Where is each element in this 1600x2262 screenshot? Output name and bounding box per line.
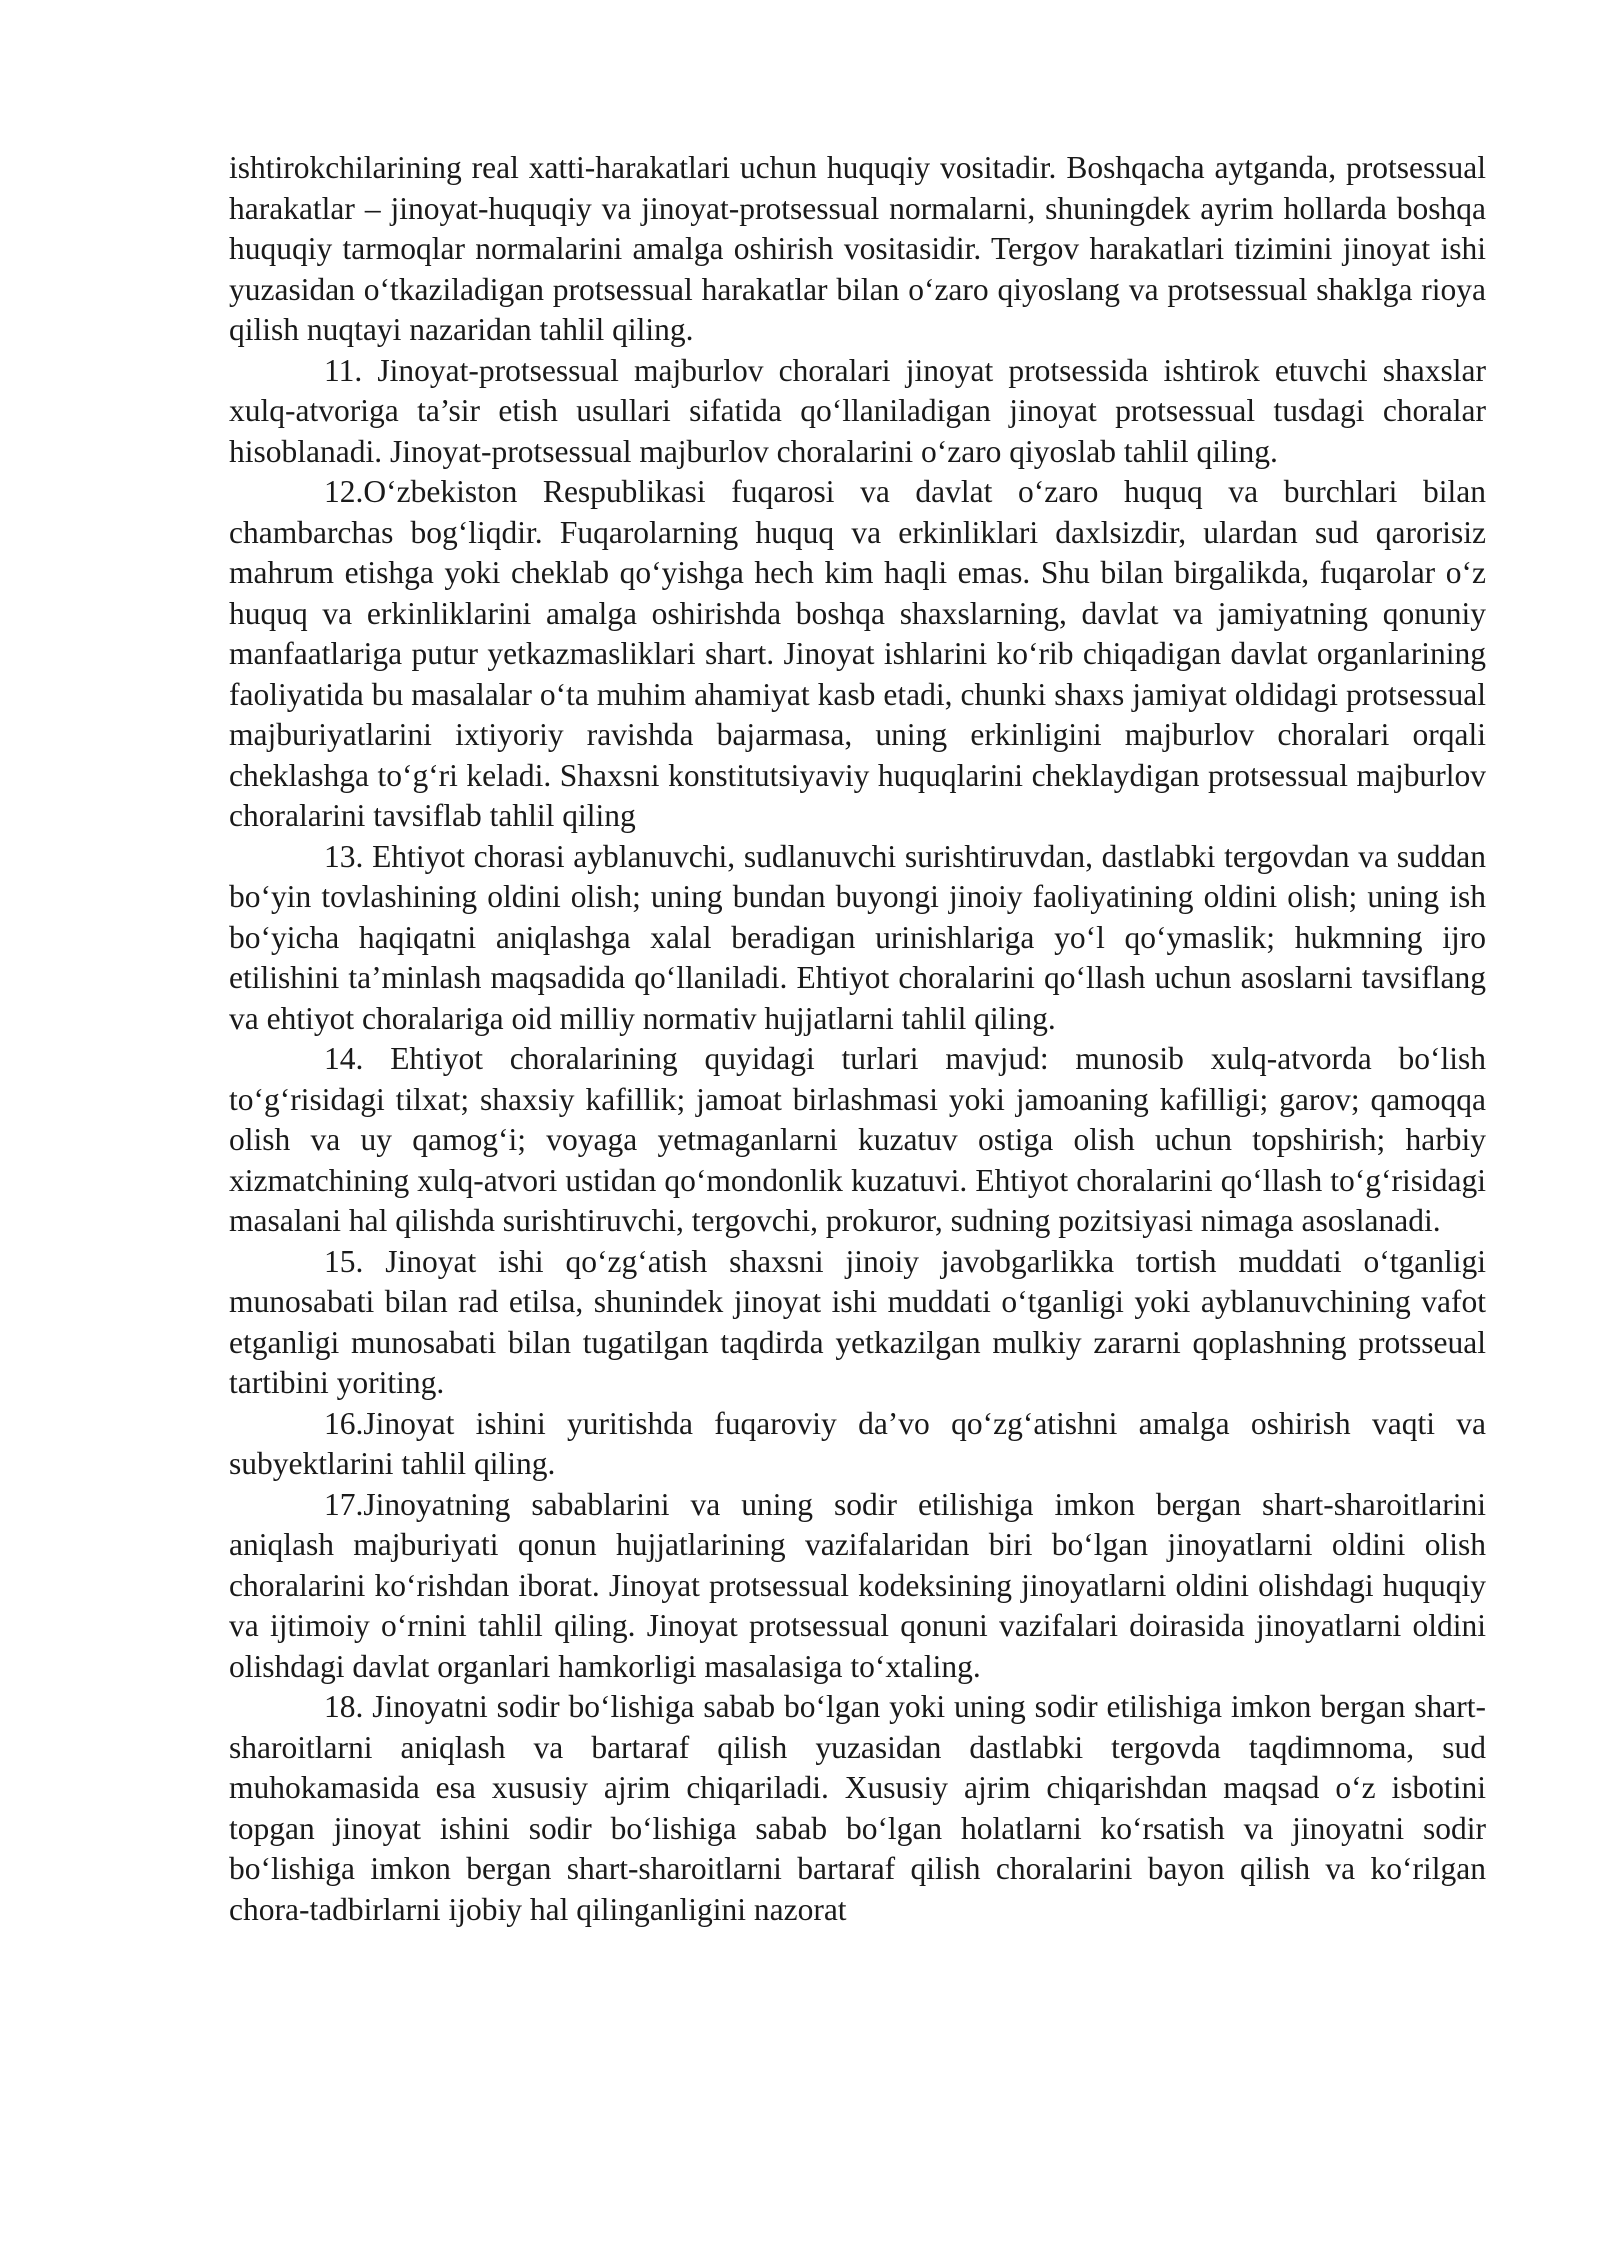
paragraph-16: 16.Jinoyat ishini yuritishda fuqaroviy da’vo qo‘zg‘atishni amalga oshirish vaqti va subyektlarini tahlil qiling. — [229, 1405, 1486, 1481]
paragraph-12: 12.O‘zbekiston Respublikasi fuqarosi va davlat o‘zaro huquq va burchlari bilan chambarchas bog‘liqdir. Fuqarolarning huquq va erkinliklari daxlsizdir, ulardan sud qarorisiz mahrum etishga yoki cheklab qo‘yishga hech kim haqli emas. Shu bilan birgalikda, fuqarolar o‘z huquq va erkinliklarini amalga oshirishda boshqa shaxslarning, davlat va jamiyatning qonuniy manfaatlariga putur yetkazmasliklari shart. Jinoyat ishlarini ko‘rib chiqadigan davlat organlarining faoliyatida bu masalalar o‘ta muhim ahamiyat kasb etadi, chunki shaxs jamiyat oldidagi protsessual majburiyatlarini ixtiyoriy ravishda bajarmasa, uning erkinligini majburlov choralari orqali cheklashga to‘g‘ri keladi. Shaxsni konstitutsiyaviy huquqlarini cheklaydigan protsessual majburlov choralarini tavsiflab tahlil qiling — [229, 474, 1486, 833]
paragraph-13: 13. Ehtiyot chorasi ayblanuvchi, sudlanuvchi surishtiruvdan, dastlabki tergovdan va suddan bo‘yin tovlashining oldini olish; uning bundan buyongi jinoiy faoliyatining oldini olish; uning ish bo‘yicha haqiqatni aniqlashga xalal beradigan urinishlariga yo‘l qo‘ymaslik; hukmning ijro etilishini ta’minlash maqsadida qo‘llaniladi. Ehtiyot choralarini qo‘llash uchun asoslarni tavsiflang va ehtiyot choralariga oid milliy normativ hujjatlarni tahlil qiling. — [229, 838, 1486, 1036]
document-page — [229, 148, 1486, 1930]
paragraph-18: 18. Jinoyatni sodir bo‘lishiga sabab bo‘lgan yoki uning sodir etilishiga imkon bergan shart-sharoitlarni aniqlash va bartaraf qilish yuzasidan dastlabki tergovda taqdimnoma, sud muhokamasida esa xususiy ajrim chiqariladi. Xususiy ajrim chiqarishdan maqsad o‘z isbotini topgan jinoyat ishini sodir bo‘lishiga sabab bo‘lgan holatlarni ko‘rsatish va jinoyatni sodir bo‘lishiga imkon bergan shart-sharoitlarni bartaraf qilish choralarini bayon qilish va ko‘rilgan chora-tadbirlarni ijobiy hal qilinganligini nazorat — [229, 1689, 1486, 1927]
paragraph-continuation: ishtirokchilarining real xatti-harakatlari uchun huquqiy vositadir. Boshqacha aytganda, protsessual harakatlar – jinoyat-huquqiy va jinoyat-protsessual normalarni, shuningdek ayrim hollarda boshqa huquqiy tarmoqlar normalarini amalga oshirish vositasidir. Tergov harakatlari tizimini jinoyat ishi yuzasidan o‘tkaziladigan protsessual harakatlar bilan o‘zaro qiyoslang va protsessual shaklga rioya qilish nuqtayi nazaridan tahlil qiling. — [229, 150, 1486, 347]
paragraph-14: 14. Ehtiyot choralarining quyidagi turlari mavjud: munosib xulq-atvorda bo‘lish to‘g‘risidagi tilxat; shaxsiy kafillik; jamoat birlashmasi yoki jamoaning kafilligi; garov; qamoqqa olish va uy qamog‘i; voyaga yetmaganlarni kuzatuv ostiga olish uchun topshirish; harbiy xizmatchining xulq-atvori ustidan qo‘mondonlik kuzatuvi. Ehtiyot choralarini qo‘llash to‘g‘risidagi masalani hal qilishda surishtiruvchi, tergovchi, prokuror, sudning pozitsiyasi nimaga asoslanadi. — [229, 1041, 1486, 1238]
paragraph-11: 11. Jinoyat-protsessual majburlov choralari jinoyat protsessida ishtirok etuvchi shaxslar xulq-atvoriga ta’sir etish usullari sifatida qo‘llaniladigan jinoyat protsessual tusdagi choralar hisoblanadi. Jinoyat-protsessual majburlov choralarini o‘zaro qiyoslab tahlil qiling. — [229, 352, 1486, 469]
paragraph-15: 15. Jinoyat ishi qo‘zg‘atish shaxsni jinoiy javobgarlikka tortish muddati o‘tganligi munosabati bilan rad etilsa, shunindek jinoyat ishi muddati o‘tganligi yoki ayblanuvchining vafot etganligi munosabati bilan tugatilgan taqdirda yetkazilgan mulkiy zararni qoplashning protsseual tartibini yoriting. — [229, 1243, 1486, 1400]
paragraph-17: 17.Jinoyatning sabablarini va uning sodir etilishiga imkon bergan shart-sharoitlarini aniqlash majburiyati qonun hujjatlarining vazifalaridan biri bo‘lgan jinoyatlarni oldini olish choralarini ko‘rishdan iborat. Jinoyat protsessual kodeksining jinoyatlarni oldini olishdagi huquqiy va ijtimoiy o‘rnini tahlil qiling. Jinoyat protsessual qonuni vazifalari doirasida jinoyatlarni oldini olishdagi davlat organlari hamkorligi masalasiga to‘xtaling. — [229, 1486, 1486, 1684]
